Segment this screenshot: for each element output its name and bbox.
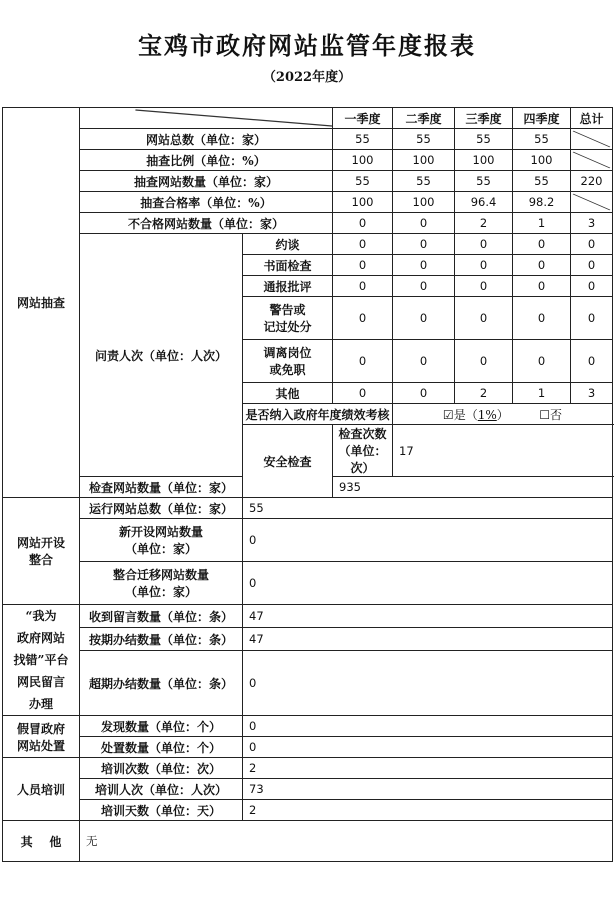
cell-q4: 98.2	[513, 192, 571, 213]
table-row	[3, 213, 613, 234]
row-value: 47	[243, 605, 613, 628]
cell-q3: 55	[455, 129, 513, 150]
row-value: 935	[333, 477, 613, 498]
cell-q1: 55	[333, 171, 393, 192]
row-label: 培训天数（单位：天）	[80, 800, 243, 821]
cell-total: 0	[571, 340, 613, 383]
option-yes-label: 是（	[453, 407, 478, 422]
row-value: 47	[243, 628, 613, 651]
performance-options	[393, 404, 613, 425]
cell-total: 0	[571, 276, 613, 297]
row-label: 书面检查	[243, 255, 333, 276]
row-value: 55	[243, 498, 613, 519]
table-row	[3, 628, 613, 651]
row-label: 不合格网站数量（单位：家）	[80, 213, 333, 234]
table-row	[3, 171, 613, 192]
row-label-line: 记过处分	[263, 320, 312, 334]
table-row	[3, 651, 613, 716]
row-label: 抽查比例（单位：%）	[80, 150, 333, 171]
cell-q2: 0	[393, 340, 455, 383]
table-row	[3, 498, 613, 519]
cell-total: 0	[571, 234, 613, 255]
row-value: 2	[243, 800, 613, 821]
row-value: 73	[243, 779, 613, 800]
cell-q4: 100	[513, 150, 571, 171]
row-label: 其他	[243, 383, 333, 404]
section-label-line: 办理	[28, 697, 53, 711]
cell-q1: 100	[333, 192, 393, 213]
row-label-line: 或免职	[269, 363, 306, 377]
table-row	[3, 150, 613, 171]
cell-total: 3	[571, 383, 613, 404]
row-label: 检查网站数量（单位：家）	[80, 477, 243, 498]
table-row	[3, 192, 613, 213]
row-label-line: 整合迁移网站数量	[112, 568, 209, 582]
row-label	[80, 562, 243, 605]
row-label-line: （单位：家）	[124, 585, 197, 599]
cell-q2: 100	[393, 192, 455, 213]
table-row	[3, 758, 613, 779]
cell-total-empty	[571, 129, 613, 150]
row-label: 是否纳入政府年度绩效考核	[243, 404, 393, 425]
checked-box-icon[interactable]: ☑	[442, 407, 454, 422]
section-label-line: “我为	[25, 609, 57, 623]
section-security: 安全检查	[243, 425, 333, 498]
cell-q3: 100	[455, 150, 513, 171]
cell-q2: 0	[393, 213, 455, 234]
row-label	[80, 519, 243, 562]
cell-q4: 55	[513, 171, 571, 192]
row-value: 2	[243, 758, 613, 779]
section-label-line: 假冒政府	[16, 721, 65, 736]
row-value: 17	[393, 425, 613, 477]
section-label-line: 网站处置	[16, 738, 65, 753]
performance-percent: 1%	[477, 407, 497, 422]
report-table	[2, 107, 613, 862]
cell-q3: 96.4	[455, 192, 513, 213]
cell-total: 220	[571, 171, 613, 192]
row-label-line: 调离岗位	[263, 346, 312, 360]
row-label: 按期办结数量（单位：条）	[80, 628, 243, 651]
header-q4: 四季度	[513, 108, 571, 129]
table-row	[3, 234, 613, 255]
row-label: 检查次数（单位：次）	[333, 425, 393, 477]
cell-q3: 2	[455, 213, 513, 234]
header-diagonal-cell	[80, 108, 333, 129]
row-label: 处置数量（单位：个）	[80, 737, 243, 758]
section-label-line: 网站开设	[16, 536, 65, 550]
row-value: 0	[243, 519, 613, 562]
header-q3: 三季度	[455, 108, 513, 129]
section-spot-check: 网站抽查	[3, 108, 80, 498]
table-row	[3, 129, 613, 150]
row-label-line: （单位：家）	[124, 542, 197, 556]
option-yes-close: ）	[496, 407, 509, 422]
cell-q3: 0	[455, 255, 513, 276]
cell-total-empty	[571, 192, 613, 213]
cell-q3: 0	[455, 297, 513, 340]
cell-q4: 0	[513, 340, 571, 383]
row-label	[243, 340, 333, 383]
row-label: 运行网站总数（单位：家）	[80, 498, 243, 519]
section-label-line: 找错”平台	[13, 653, 69, 667]
table-row	[3, 779, 613, 800]
cell-q1: 0	[333, 234, 393, 255]
row-label: 抽查合格率（单位：%）	[80, 192, 333, 213]
table-row	[3, 821, 613, 862]
cell-q3: 0	[455, 340, 513, 383]
section-fake-sites	[3, 716, 80, 758]
cell-q4: 0	[513, 255, 571, 276]
row-label: 约谈	[243, 234, 333, 255]
report-year: （2022年度）	[262, 70, 352, 85]
cell-q4: 1	[513, 213, 571, 234]
table-row	[3, 519, 613, 562]
cell-q2: 100	[393, 150, 455, 171]
row-label: 发现数量（单位：个）	[80, 716, 243, 737]
cell-q3: 0	[455, 276, 513, 297]
accountability-label: 问责人次（单位：人次）	[80, 234, 243, 477]
cell-q1: 0	[333, 340, 393, 383]
cell-q1: 0	[333, 255, 393, 276]
cell-q4: 0	[513, 276, 571, 297]
report-title: 宝鸡市政府网站监管年度报表	[138, 31, 476, 60]
section-label-line: 政府网站	[16, 631, 65, 645]
cell-q2: 55	[393, 129, 455, 150]
table-row	[3, 605, 613, 628]
cell-q3: 55	[455, 171, 513, 192]
table-row	[3, 800, 613, 821]
cell-q1: 55	[333, 129, 393, 150]
row-value: 0	[243, 716, 613, 737]
row-label: 超期办结数量（单位：条）	[80, 651, 243, 716]
cell-q4: 0	[513, 297, 571, 340]
row-label: 培训次数（单位：次）	[80, 758, 243, 779]
cell-q1: 0	[333, 297, 393, 340]
cell-q2: 55	[393, 171, 455, 192]
cell-q2: 0	[393, 234, 455, 255]
row-label: 抽查网站数量（单位：家）	[80, 171, 333, 192]
row-value: 0	[243, 737, 613, 758]
cell-total: 0	[571, 255, 613, 276]
cell-q2: 0	[393, 276, 455, 297]
cell-q4: 0	[513, 234, 571, 255]
row-value: 无	[80, 821, 613, 862]
header-total: 总计	[571, 108, 613, 129]
row-label-line: 警告或	[269, 303, 306, 317]
cell-total: 3	[571, 213, 613, 234]
cell-q2: 0	[393, 383, 455, 404]
row-label: 培训人次（单位：人次）	[80, 779, 243, 800]
table-row	[3, 737, 613, 758]
section-label-line: 网民留言	[16, 675, 65, 689]
section-other: 其 他	[3, 821, 80, 862]
table-row	[3, 562, 613, 605]
header-q1: 一季度	[333, 108, 393, 129]
cell-q3: 0	[455, 234, 513, 255]
section-training: 人员培训	[3, 758, 80, 821]
option-no-label: 否	[550, 407, 563, 422]
cell-q1: 0	[333, 276, 393, 297]
section-opening	[3, 498, 80, 605]
header-q2: 二季度	[393, 108, 455, 129]
row-label: 收到留言数量（单位：条）	[80, 605, 243, 628]
row-label-line: 新开设网站数量	[118, 525, 203, 539]
section-messages	[3, 605, 80, 716]
cell-q1: 100	[333, 150, 393, 171]
row-value: 0	[243, 562, 613, 605]
row-label: 网站总数（单位：家）	[80, 129, 333, 150]
unchecked-box-icon[interactable]: ☐	[539, 407, 551, 422]
cell-q2: 0	[393, 297, 455, 340]
cell-q2: 0	[393, 255, 455, 276]
row-label: 通报批评	[243, 276, 333, 297]
cell-total-empty	[571, 150, 613, 171]
cell-q1: 0	[333, 213, 393, 234]
cell-q4: 55	[513, 129, 571, 150]
table-row	[3, 716, 613, 737]
row-value: 0	[243, 651, 613, 716]
header-row	[3, 108, 613, 129]
cell-q3: 2	[455, 383, 513, 404]
cell-q1: 0	[333, 383, 393, 404]
cell-q4: 1	[513, 383, 571, 404]
cell-total: 0	[571, 297, 613, 340]
row-label	[243, 297, 333, 340]
section-label-line: 整合	[28, 553, 53, 567]
